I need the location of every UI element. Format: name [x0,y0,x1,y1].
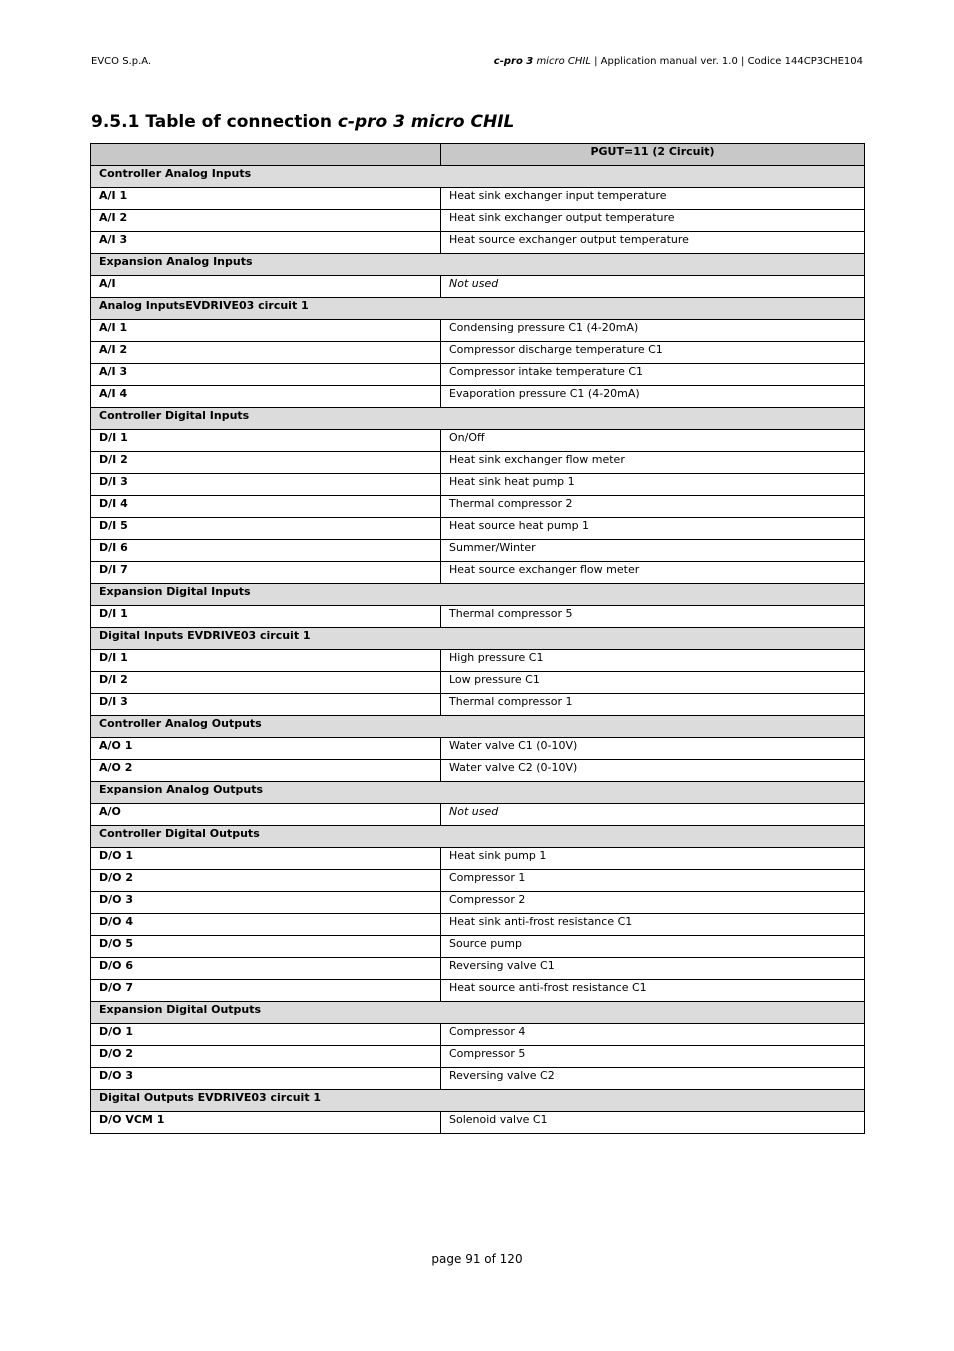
section-heading: Digital Inputs EVDRIVE03 circuit 1 [91,628,865,650]
io-function: Solenoid valve C1 [441,1112,865,1134]
io-function: Heat source heat pump 1 [441,518,865,540]
io-label: D/I 1 [91,606,441,628]
io-label: D/I 3 [91,474,441,496]
table-row [91,518,865,540]
table-row [91,650,865,672]
section-title [91,112,514,132]
io-label: D/I 7 [91,562,441,584]
table-header-row [91,144,865,166]
table-row [91,738,865,760]
header-product-bold: c-pro 3 [493,56,534,67]
table-row [91,386,865,408]
io-label: D/O VCM 1 [91,1112,441,1134]
table-row [91,804,865,826]
table-row [91,892,865,914]
table-section-row [91,408,865,430]
table-row [91,694,865,716]
io-function: Water valve C2 (0-10V) [441,760,865,782]
table-section-row [91,716,865,738]
header-company: EVCO S.p.A. [91,56,152,67]
io-function: Compressor 2 [441,892,865,914]
io-label: A/I 3 [91,232,441,254]
io-label: D/I 6 [91,540,441,562]
table-row [91,760,865,782]
io-function: Not used [441,804,865,826]
section-heading: Expansion Digital Inputs [91,584,865,606]
io-function: Compressor 4 [441,1024,865,1046]
io-label: A/O 2 [91,760,441,782]
section-heading: Expansion Analog Outputs [91,782,865,804]
section-title-product: c-pro 3 micro CHIL [337,112,515,132]
io-label: A/O [91,804,441,826]
section-heading: Analog InputsEVDRIVE03 circuit 1 [91,298,865,320]
io-function: High pressure C1 [441,650,865,672]
io-label: A/I 1 [91,188,441,210]
table-row [91,276,865,298]
table-row [91,342,865,364]
table-section-row [91,1090,865,1112]
table-section-row [91,628,865,650]
io-label: D/I 2 [91,672,441,694]
table-row [91,958,865,980]
io-function: Thermal compressor 1 [441,694,865,716]
io-label: D/O 2 [91,1046,441,1068]
section-heading: Digital Outputs EVDRIVE03 circuit 1 [91,1090,865,1112]
io-function: Heat sink anti-frost resistance C1 [441,914,865,936]
header-cell-pgut: PGUT=11 (2 Circuit) [441,144,865,166]
page-number: page 91 of 120 [431,1252,523,1266]
io-label: D/O 2 [91,870,441,892]
table-row [91,188,865,210]
io-label: D/I 1 [91,650,441,672]
io-label: D/I 5 [91,518,441,540]
io-label: A/I 4 [91,386,441,408]
table-row [91,562,865,584]
io-function: Heat sink exchanger input temperature [441,188,865,210]
section-heading: Controller Analog Inputs [91,166,865,188]
io-label: A/I 1 [91,320,441,342]
io-label: A/I 2 [91,210,441,232]
table-row [91,210,865,232]
table-row [91,606,865,628]
io-function: Heat sink exchanger flow meter [441,452,865,474]
io-function: Source pump [441,936,865,958]
io-function: Reversing valve C2 [441,1068,865,1090]
header-cell-left [91,144,441,166]
io-function: Compressor discharge temperature C1 [441,342,865,364]
io-label: D/I 1 [91,430,441,452]
io-function: Heat sink exchanger output temperature [441,210,865,232]
table-section-row [91,298,865,320]
table-row [91,1046,865,1068]
table-row [91,1024,865,1046]
header-manual-info [494,56,863,67]
io-function: Condensing pressure C1 (4-20mA) [441,320,865,342]
section-heading: Controller Analog Outputs [91,716,865,738]
io-label: D/O 1 [91,848,441,870]
table-section-row [91,782,865,804]
table-section-row [91,826,865,848]
io-label: D/I 2 [91,452,441,474]
io-function: Heat source anti-frost resistance C1 [441,980,865,1002]
io-function: Compressor intake temperature C1 [441,364,865,386]
io-label: A/I 2 [91,342,441,364]
table-row [91,474,865,496]
table-row [91,452,865,474]
table-row [91,1068,865,1090]
table-row [91,232,865,254]
io-function: Not used [441,276,865,298]
io-label: D/O 3 [91,892,441,914]
section-heading: Controller Digital Inputs [91,408,865,430]
table-row [91,430,865,452]
section-heading: Expansion Analog Inputs [91,254,865,276]
io-function: Evaporation pressure C1 (4-20mA) [441,386,865,408]
connection-table [90,143,865,1134]
table-section-row [91,166,865,188]
table-body [91,166,865,1134]
io-label: D/O 1 [91,1024,441,1046]
io-function: On/Off [441,430,865,452]
table-section-row [91,1002,865,1024]
io-function: Reversing valve C1 [441,958,865,980]
io-label: D/O 7 [91,980,441,1002]
section-title-prefix: 9.5.1 Table of connection [91,112,338,132]
table-section-row [91,584,865,606]
table-row [91,1112,865,1134]
io-function: Heat sink pump 1 [441,848,865,870]
io-label: D/O 6 [91,958,441,980]
io-function: Compressor 1 [441,870,865,892]
io-function: Heat source exchanger output temperature [441,232,865,254]
header-product-italic: micro CHIL [533,56,591,67]
io-label: A/I [91,276,441,298]
table-row [91,870,865,892]
io-label: A/I 3 [91,364,441,386]
io-function: Summer/Winter [441,540,865,562]
io-label: D/O 5 [91,936,441,958]
section-heading: Controller Digital Outputs [91,826,865,848]
io-label: D/I 3 [91,694,441,716]
table-row [91,672,865,694]
table-row [91,540,865,562]
io-label: A/O 1 [91,738,441,760]
table-section-row [91,254,865,276]
table-row [91,848,865,870]
io-function: Low pressure C1 [441,672,865,694]
io-label: D/O 3 [91,1068,441,1090]
header-manual-details: | Application manual ver. 1.0 | Codice 144CP3CHE104 [590,56,863,67]
table-row [91,914,865,936]
io-function: Heat source exchanger flow meter [441,562,865,584]
io-function: Thermal compressor 5 [441,606,865,628]
io-function: Compressor 5 [441,1046,865,1068]
io-function: Thermal compressor 2 [441,496,865,518]
table-row [91,320,865,342]
table-row [91,936,865,958]
io-label: D/I 4 [91,496,441,518]
table-row [91,364,865,386]
io-function: Heat sink heat pump 1 [441,474,865,496]
io-function: Water valve C1 (0-10V) [441,738,865,760]
io-label: D/O 4 [91,914,441,936]
section-heading: Expansion Digital Outputs [91,1002,865,1024]
table-row [91,496,865,518]
table-row [91,980,865,1002]
